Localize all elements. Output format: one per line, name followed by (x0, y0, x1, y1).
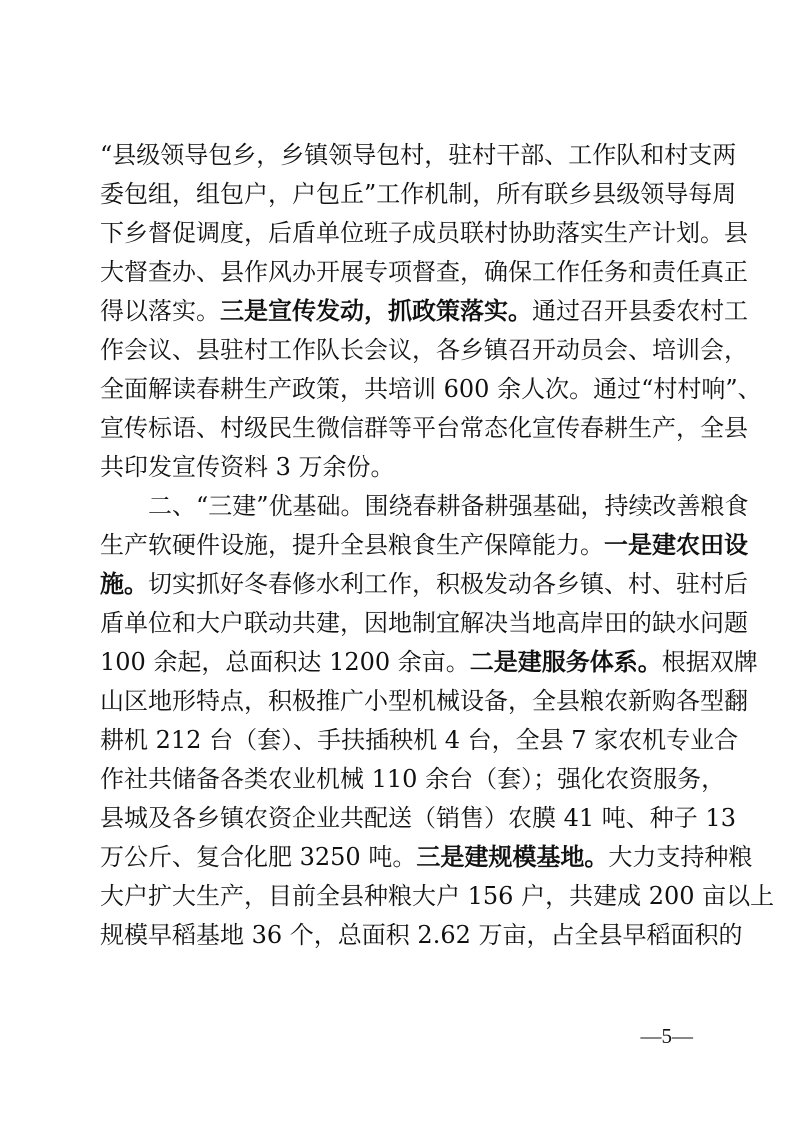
text-segment: 100 余起，总面积达 1200 余亩。 (100, 648, 470, 676)
text-segment: 得以落实。 (100, 297, 220, 325)
text-segment: 生产软硬件设施，提升全县粮食生产保障能力。 (100, 531, 604, 559)
text-segment: 规模早稻基地 36 个，总面积 2.62 万亩，占全县早稻面积的 (100, 921, 743, 949)
text-line (100, 839, 753, 875)
text-line (100, 137, 737, 173)
text-segment: 大督查办、县作风办开展专项督查，确保工作任务和责任真正 (100, 258, 748, 286)
text-line (100, 878, 775, 914)
text-line (100, 917, 743, 953)
text-line (100, 683, 748, 719)
text-segment: 二、“三建”优基础。围绕春耕备耕强基础，持续改善粮食 (148, 492, 749, 520)
bold-heading-text: 一是建农田设 (604, 531, 748, 559)
text-segment: “县级领导包乡，乡镇领导包村，驻村干部、工作队和村支两 (100, 141, 737, 169)
text-segment: 委包组，组包户，户包丘”工作机制，所有联乡县级领导每周 (100, 180, 737, 208)
text-line (100, 176, 737, 212)
text-line (100, 605, 748, 641)
bold-heading-text: 三是宣传发动，抓政策落实。 (220, 297, 532, 325)
text-line (100, 215, 748, 251)
text-segment: 下乡督促调度，后盾单位班子成员联村协助落实生产计划。县 (100, 219, 748, 247)
text-segment: 山区地形特点，积极推广小型机械设备，全县粮农新购各型翻 (100, 687, 748, 715)
text-segment: 万公斤、复合化肥 3250 吨。 (100, 843, 417, 871)
bold-heading-text: 二是建服务体系。 (469, 648, 662, 676)
text-line (100, 566, 748, 602)
text-segment: 通过召开县委农村工 (532, 297, 748, 325)
text-segment: 耕机 212 台（套）、手扶插秧机 4 台，全县 7 家农机专业合 (100, 726, 739, 754)
text-line (100, 761, 726, 797)
text-segment: 作会议、县驻村工作队长会议，各乡镇召开动员会、培训会， (100, 336, 748, 364)
page-number: —5— (640, 1024, 693, 1048)
text-segment: 宣传标语、村级民生微信群等平台常态化宣传春耕生产，全县 (100, 414, 748, 442)
text-line (148, 488, 749, 524)
text-line (100, 410, 748, 446)
text-line (100, 371, 762, 407)
text-line (100, 527, 748, 563)
text-line (100, 449, 692, 485)
text-line (100, 644, 758, 680)
text-segment: 共印发宣传资料 3 万余份。 (100, 453, 395, 481)
text-segment: 县城及各乡镇农资企业共配送（销售）农膜 41 吨、种子 13 (100, 804, 736, 832)
text-line (100, 800, 736, 836)
text-segment: 切实抓好冬春修水利工作，积极发动各乡镇、村、驻村后 (148, 570, 748, 598)
text-segment: 大力支持种粮 (608, 843, 753, 871)
text-segment: 根据双牌 (661, 648, 758, 676)
bold-heading-text: 施。 (100, 570, 148, 598)
text-segment: 全面解读春耕生产政策，共培训 600 余人次。通过“村村响”、 (100, 375, 762, 403)
text-line (100, 332, 748, 368)
text-segment: 大户扩大生产，目前全县种粮大户 156 户，共建成 200 亩以上 (100, 882, 775, 910)
text-segment: 盾单位和大户联动共建，因地制宜解决当地高岸田的缺水问题 (100, 609, 748, 637)
text-segment: 作社共储备各类农业机械 110 余台（套）；强化农资服务， (100, 765, 726, 793)
text-line (100, 254, 748, 290)
text-line (100, 722, 739, 758)
bold-heading-text: 三是建规模基地。 (416, 843, 609, 871)
text-line (100, 293, 748, 329)
